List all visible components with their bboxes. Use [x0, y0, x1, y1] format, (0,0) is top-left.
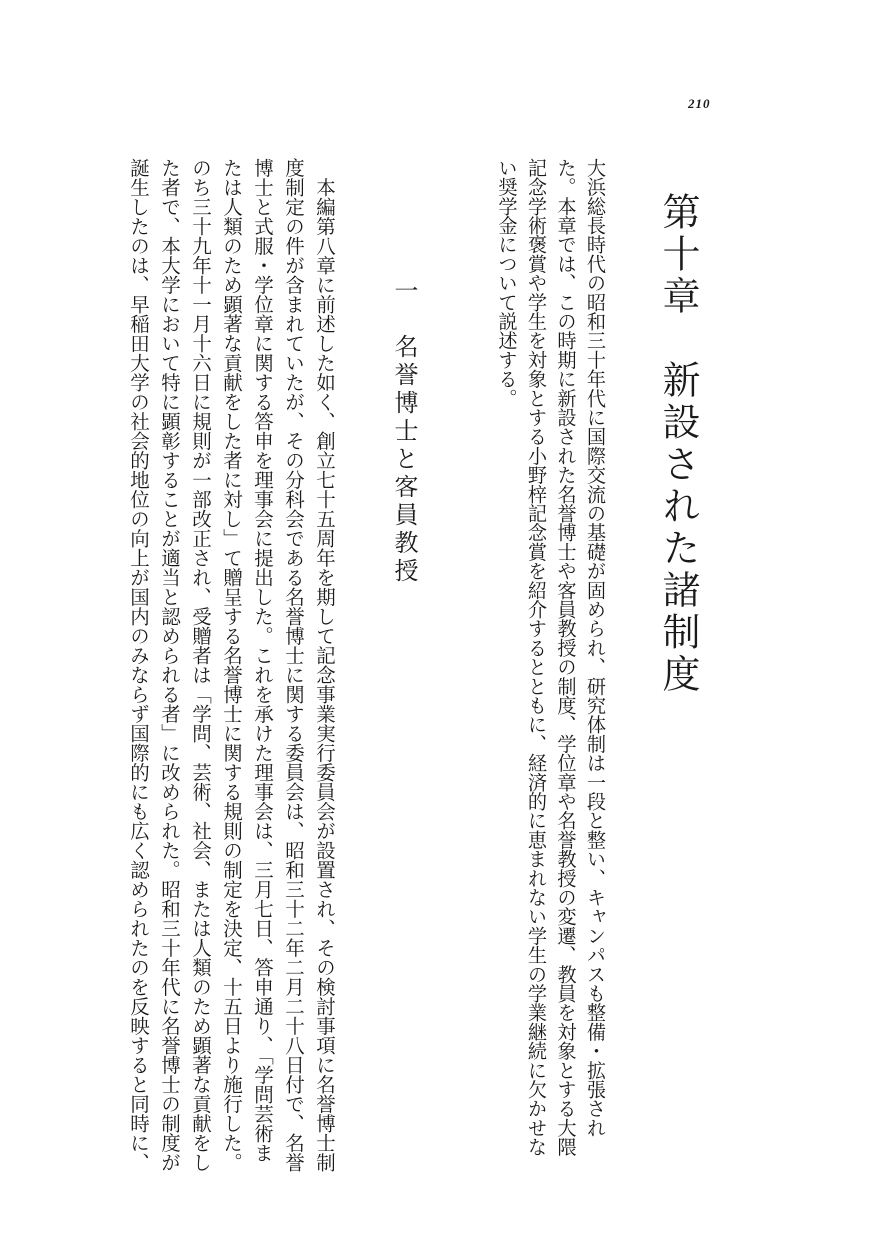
body-line: 本編第八章に前述した如く、創立七十五周年を期して記念事業実行委員会が設置され、その検討事項に名誉博士制 [313, 158, 336, 1172]
body-line: 誕生したのは、早稲田大学の社会的地位の向上が国内のみならず国際的にも広く認められたのを反映すると同時に、 [127, 158, 150, 1172]
body-line: 度制定の件が含まれていたが、その分科会である名誉博士に関する委員会は、昭和三十二年二月二十八日付で、名誉 [282, 158, 305, 1172]
body-text [92, 158, 340, 1172]
page-number: 210 [688, 96, 711, 111]
chapter-intro [462, 158, 610, 1157]
intro-line: 大浜総長時代の昭和三十年代に国際交流の基礎が固められ、研究体制は一段と整い、キャンパスも整備・拡張され [584, 158, 607, 1138]
intro-line: 記念学術褒賞や学生を対象とする小野梓記念賞を紹介するとともに、経済的に恵まれない学生の学業継続に欠かせな [525, 158, 548, 1157]
body-line: た者で、本大学において特に顕彰することが適当と認められる者」に改められた。昭和三十年代に名誉博士の制度が [158, 158, 181, 1172]
body-line: たは人類のため顕著な貢献をした者に対し」て贈呈する名誉博士に関する規則の制定を決定、十五日より施行した。 [220, 158, 243, 1172]
body-line: のち三十九年十一月十六日に規則が一部改正され、受贈者は「学問、芸術、社会、または人類のため顕著な貢献をし [189, 158, 212, 1172]
chapter-title: 第十章 新設された諸制度 [656, 192, 700, 696]
body-line: 博士と式服・学位章に関する答申を理事会に提出した。これを承けた理事会は、三月七日、答申通り、「学問芸術ま [251, 158, 274, 1163]
intro-line: た。本章では、この時期に新設された名誉博士や客員教授の制度、学位章や名誉教授の変遷、教員を対象とする大隈 [554, 158, 578, 1157]
section-heading: 一 名誉博士と客員教授 [390, 278, 418, 586]
intro-line: い奨学金について説述する。 [495, 158, 519, 408]
